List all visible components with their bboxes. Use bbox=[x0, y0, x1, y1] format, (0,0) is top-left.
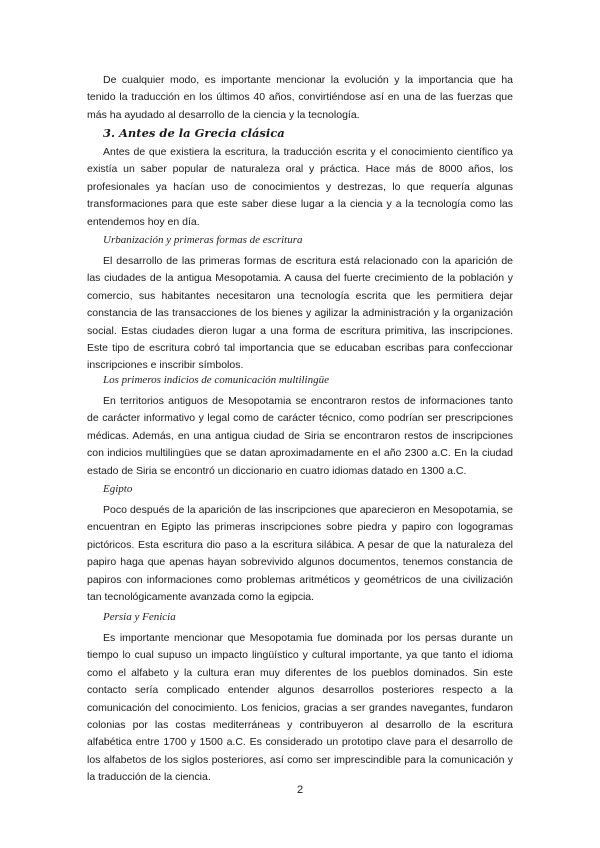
paragraph-egipto: Poco después de la aparición de las inscripciones que aparecieron en Mesopotamia, se encuentran en Egipto las primeras inscripciones sobre piedra y papiro con logogramas pictóricos. Esta escritura dio paso a la escritura silábica. A pesar de que la naturaleza del papiro haga que apenas hayan sobrevivido algunos documentos, tenemos constancia de papiros con informaciones como problemas aritméticos y geométricos de una civilización tan tecnológicamente avanzada como la egipcia. bbox=[87, 504, 513, 604]
subheading-persia-fenicia: Persia y Fenicia bbox=[103, 611, 176, 623]
paragraph-multilingue: En territorios antiguos de Mesopotamia se encontraron restos de informaciones tanto de carácter informativo y legal como de carácter técnico, como podrían ser prescripciones médicas. Además, en una antigua ciudad de Siria se encontraron restos de inscripciones con indicios multilingües que se datan aproximadamente en el año 2300 a.C. En la ciudad estado de Siria se encontró un diccionario en cuatro idiomas datado en 1300 a.C. bbox=[87, 395, 513, 477]
intro-paragraph: De cualquier modo, es importante mencionar la evolución y la importancia que ha tenido la traducción en los últimos 40 años, convirtiéndose así en una de las fuerzas que más ha ayudado al desarrollo de la ciencia y la tecnología. bbox=[87, 74, 513, 121]
paragraph-persia-fenicia: Es importante mencionar que Mesopotamia fue dominada por los persas durante un tiempo lo cual supuso un impacto lingüístico y cultural importante, ya que tanto el idioma como el alfabeto y la cultura eran muy diferentes de los pueblos dominados. Sin este contacto sería complicado entender algunos desarrollos posteriores respecto a la comunicación del conocimiento. Los fenicios, gracias a ser grandes navegantes, fundaron colonias por las costas mediterráneas y contribuyeron al desarrollo de la escritura alfabética entre 1700 y 1500 a.C. Es considerado un prototipo clave para el desarrollo de los alfabetos de los siglos posteriores, así como ser imprescindible para la comunicación y la traducción de la ciencia. bbox=[87, 632, 513, 784]
subheading-urbanizacion: Urbanización y primeras formas de escritura bbox=[103, 234, 303, 246]
section-heading: 3. Antes de la Grecia clásica bbox=[103, 126, 285, 140]
section-paragraph: Antes de que existiera la escritura, la traducción escrita y el conocimiento científico ya existía un saber popular de naturaleza oral y práctica. Hace más de 8000 años, los profesionales ya hacían uso de conocimientos y destrezas, lo que requería algunas transformaciones para que este saber diese lugar a la ciencia y a la tecnología como las entendemos hoy en día. bbox=[87, 146, 513, 228]
page-number: 2 bbox=[296, 784, 304, 796]
subheading-egipto: Egipto bbox=[103, 483, 133, 495]
subheading-multilingue: Los primeros indicios de comunicación multilingüe bbox=[103, 374, 329, 386]
paragraph-urbanizacion: El desarrollo de las primeras formas de escritura está relacionado con la aparición de las ciudades de la antigua Mesopotamia. A causa del fuerte crecimiento de la población y comercio, sus habitantes necesitaron una tecnología escrita que les permitiera dejar constancia de las transacciones de los bienes y agilizar la administración y la organización social. Estas ciudades dieron lugar a una forma de escritura primitiva, las inscripciones. Este tipo de escritura cobró tal importancia que se educaban escribas para confeccionar inscripciones e inscribir símbolos. bbox=[87, 255, 513, 372]
